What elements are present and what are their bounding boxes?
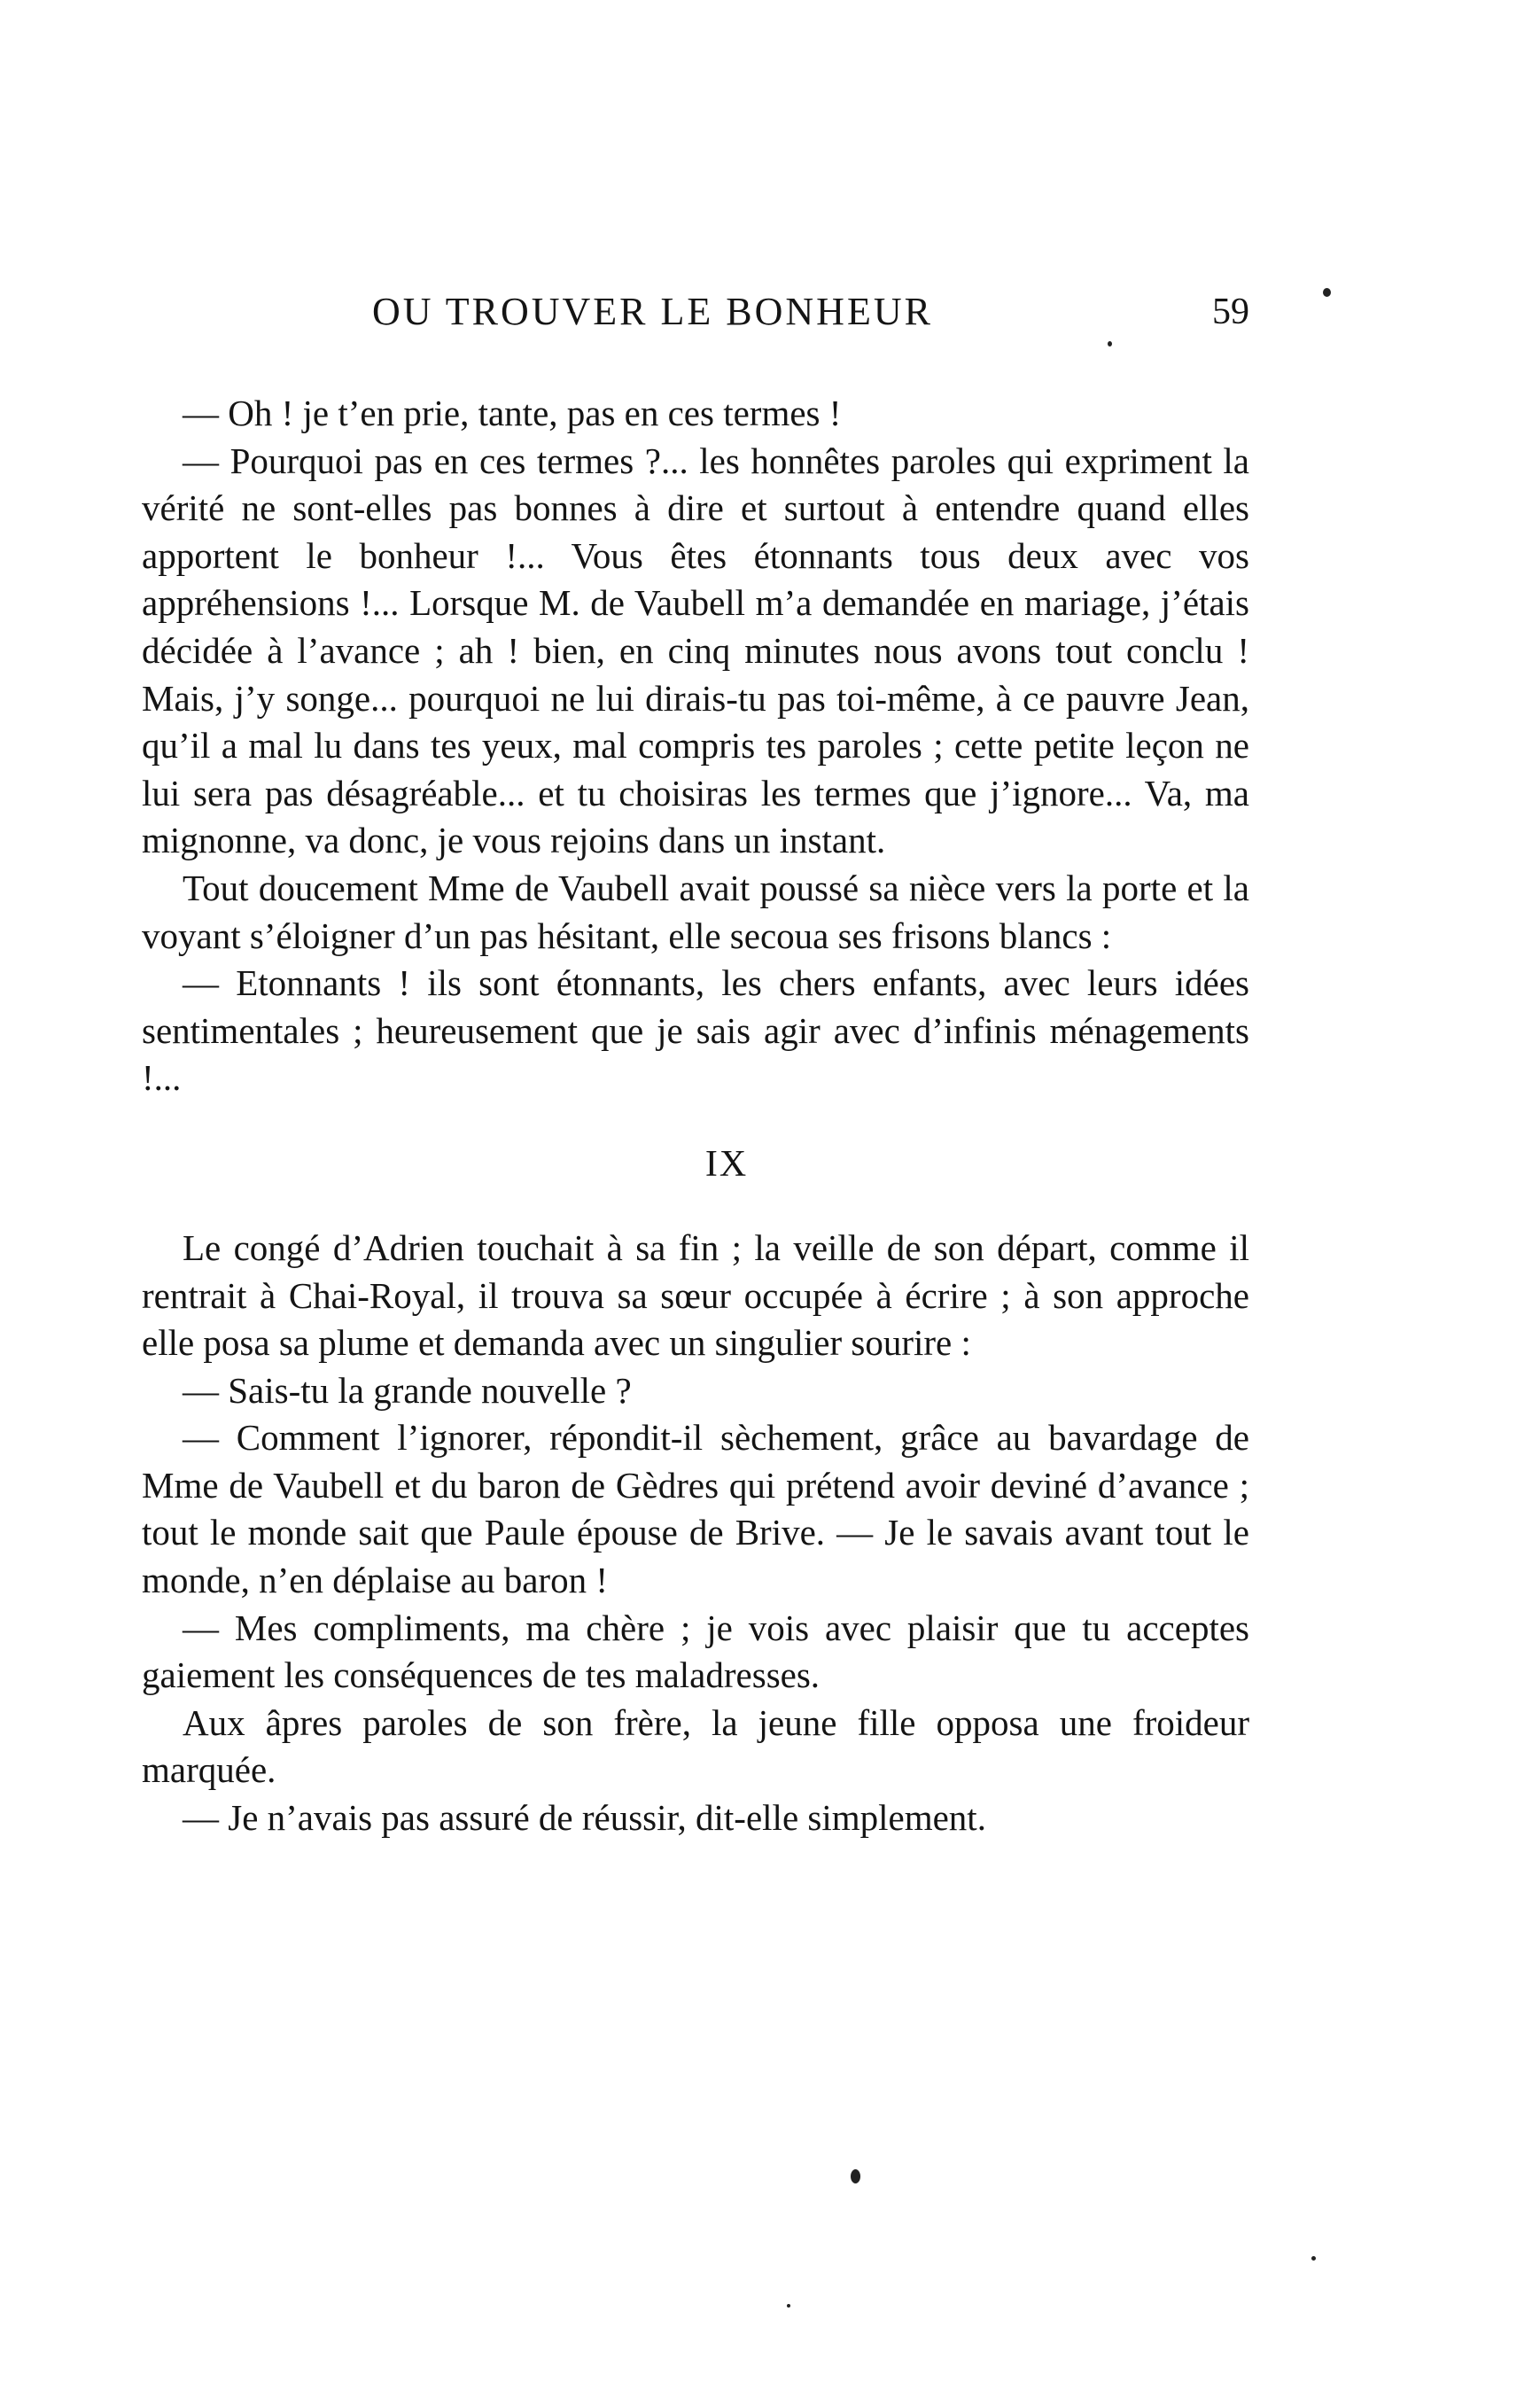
paragraph: — Oh ! je t’en prie, tante, pas en ces termes ! bbox=[183, 393, 842, 433]
paragraph: — Mes compliments, ma chère ; je vois avec plaisir que tu acceptes gaiement les conséquences de tes maladresses. bbox=[142, 1607, 1249, 1696]
paragraph: — Etonnants ! ils sont étonnants, les chers enfants, avec leurs idées sentimentales ; heureusement que je sais agir avec d’infinis ménagements !... bbox=[142, 962, 1249, 1099]
page-header bbox=[142, 285, 1249, 339]
running-title: OU TROUVER LE BONHEUR bbox=[372, 290, 933, 333]
paragraph: — Sais-tu la grande nouvelle ? bbox=[183, 1369, 632, 1411]
paragraph: Tout doucement Mme de Vaubell avait poussé sa nièce vers la porte et la voyant s’éloigner d’un pas hésitant, elle secoua ses frisons blancs : bbox=[142, 867, 1249, 956]
ink-speck bbox=[787, 2304, 790, 2308]
paragraph: Aux âpres paroles de son frère, la jeune fille opposa une froideur marquée. bbox=[142, 1701, 1249, 1791]
ink-speck bbox=[1323, 288, 1331, 297]
body-text bbox=[142, 390, 1249, 1842]
paragraph: — Comment l’ignorer, répondit-il sèchement, grâce au bavardage de Mme de Vaubell et du baron de Gèdres qui prétend avoir deviné d’avance ; tout le monde sait que Paule épouse de Brive. — Je le savais avant tout le monde, n’en déplaise au baron ! bbox=[142, 1417, 1249, 1601]
ink-speck bbox=[1311, 2256, 1316, 2261]
paragraph: Le congé d’Adrien touchait à sa fin ; la veille de son départ, comme il rentrait à Chai-Royal, il trouva sa sœur occupée à écrire ; à son approche elle posa sa plume et demanda avec un singulier sourire : bbox=[142, 1226, 1249, 1364]
paragraph: — Je n’avais pas assuré de réussir, dit-elle simplement. bbox=[183, 1797, 986, 1839]
chapter-heading: IX bbox=[704, 1143, 749, 1185]
ink-speck bbox=[1108, 341, 1112, 346]
page-number: 59 bbox=[1212, 292, 1249, 332]
paragraph: — Pourquoi pas en ces termes ?... les honnêtes paroles qui expriment la vérité ne sont-elles pas bonnes à dire et surtout à entendre quand elles apportent le bonheur !... Vous êtes étonnants tous deux avec vos appréhensions !... Lorsque M. de Vaubell m’a demandée en mariage, j’étais décidée à l’avance ; ah ! bien, en cinq minutes nous avons tout conclu ! Mais, j’y songe... pourquoi ne lui dirais-tu pas toi-même, à ce pauvre Jean, qu’il a mal lu dans tes yeux, mal compris tes paroles ; cette petite leçon ne lui sera pas désagréable... et tu choisiras les termes que j’ignore... Va, ma mignonne, va donc, je vous rejoins dans un instant. bbox=[142, 440, 1249, 861]
ink-speck bbox=[851, 2169, 860, 2183]
